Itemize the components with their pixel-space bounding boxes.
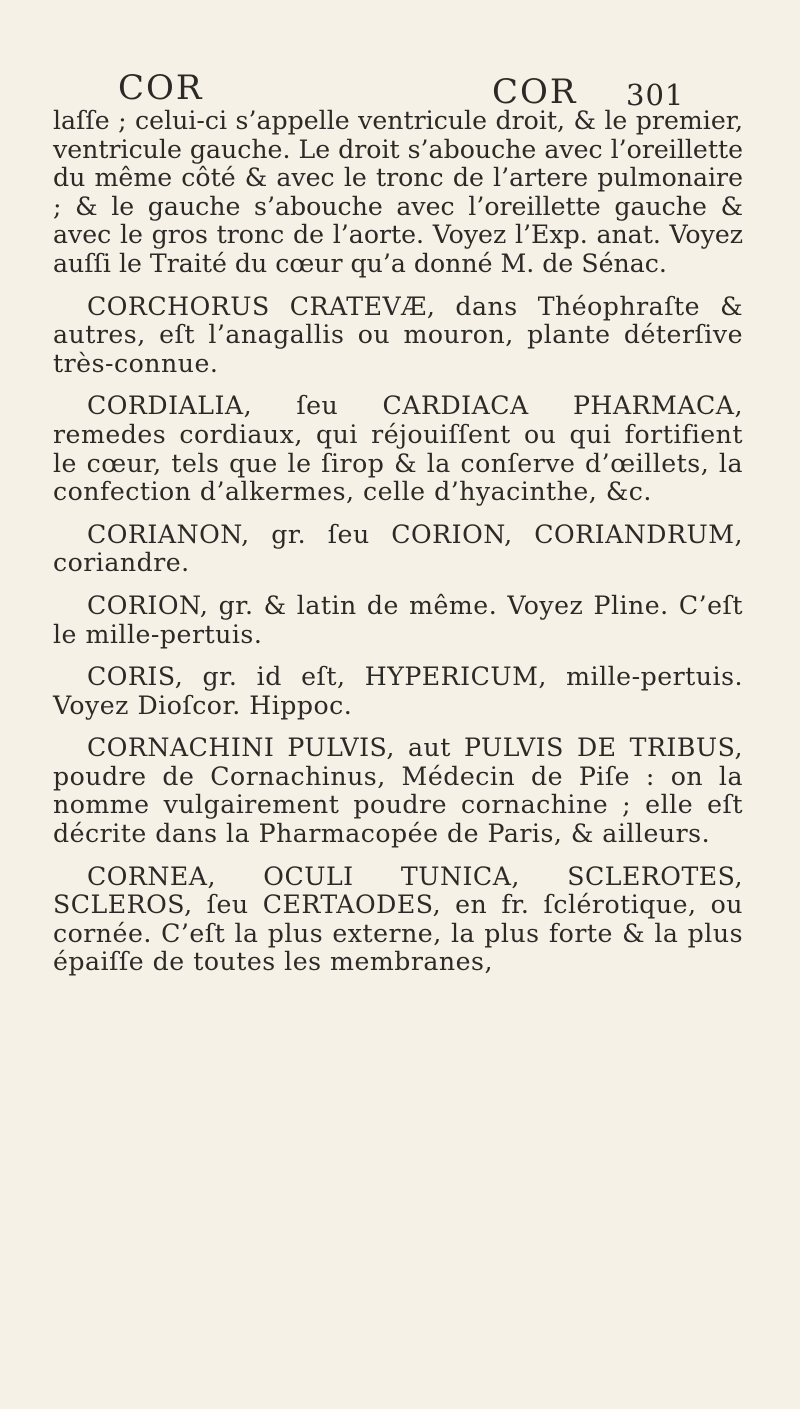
running-head-right: COR <box>492 72 578 112</box>
entry-coris: CORIS, gr. id eſt, HYPERICUM, mille-pertuis. Voyez Dioſcor. Hippoc. <box>53 662 743 720</box>
entry-corianon: CORIANON, gr. ſeu CORION, CORIANDRUM, coriandre. <box>53 519 743 578</box>
page-number: 301 <box>626 78 685 112</box>
entry-cornea: CORNEA, OCULI TUNICA, SCLEROTES, SCLEROS, ſeu CERTAODES, en fr. ſclérotique, ou cornée. C’eſt la plus externe, la plus forte & la plus épaiſſe de toutes les membranes, <box>53 861 743 977</box>
entry-cornachini: CORNACHINI PULVIS, aut PULVIS DE TRIBUS, poudre de Cornachinus, Médecin de Piſe : on la nomme vulgairement poudre cornachine ; elle eſt décrite dans la Pharmacopée de Paris, & ailleurs. <box>53 733 743 849</box>
running-head-left: COR <box>118 68 204 108</box>
body-text <box>53 107 743 977</box>
entry-cordialia: CORDIALIA, ſeu CARDIACA PHARMACA, remedes cordiaux, qui réjouiſſent ou qui fortifient le cœur, tels que le ſirop & la conſerve d’œillets, la confection d’alkermes, celle d’hyacinthe, &c. <box>53 391 743 507</box>
paragraph-continuation: laſſe ; celui-ci s’appelle ventricule droit, & le premier, ventricule gauche. Le droit s’abouche avec l’oreillette du même côté & avec le tronc de l’artere pulmonaire ; & le gauche s’abouche avec l’oreillette gauche & avec le gros tronc de l’aorte. Voyez l’Exp. anat. Voyez auſſi le Traité du cœur qu’a donné M. de Sénac. <box>53 106 743 278</box>
entry-corchorus: CORCHORUS CRATEVÆ, dans Théophraſte & autres, eſt l’anagallis ou mouron, plante déterſive très-connue. <box>53 291 743 378</box>
entry-corion: CORION, gr. & latin de même. Voyez Pline. C’eſt le mille-pertuis. <box>53 590 743 649</box>
